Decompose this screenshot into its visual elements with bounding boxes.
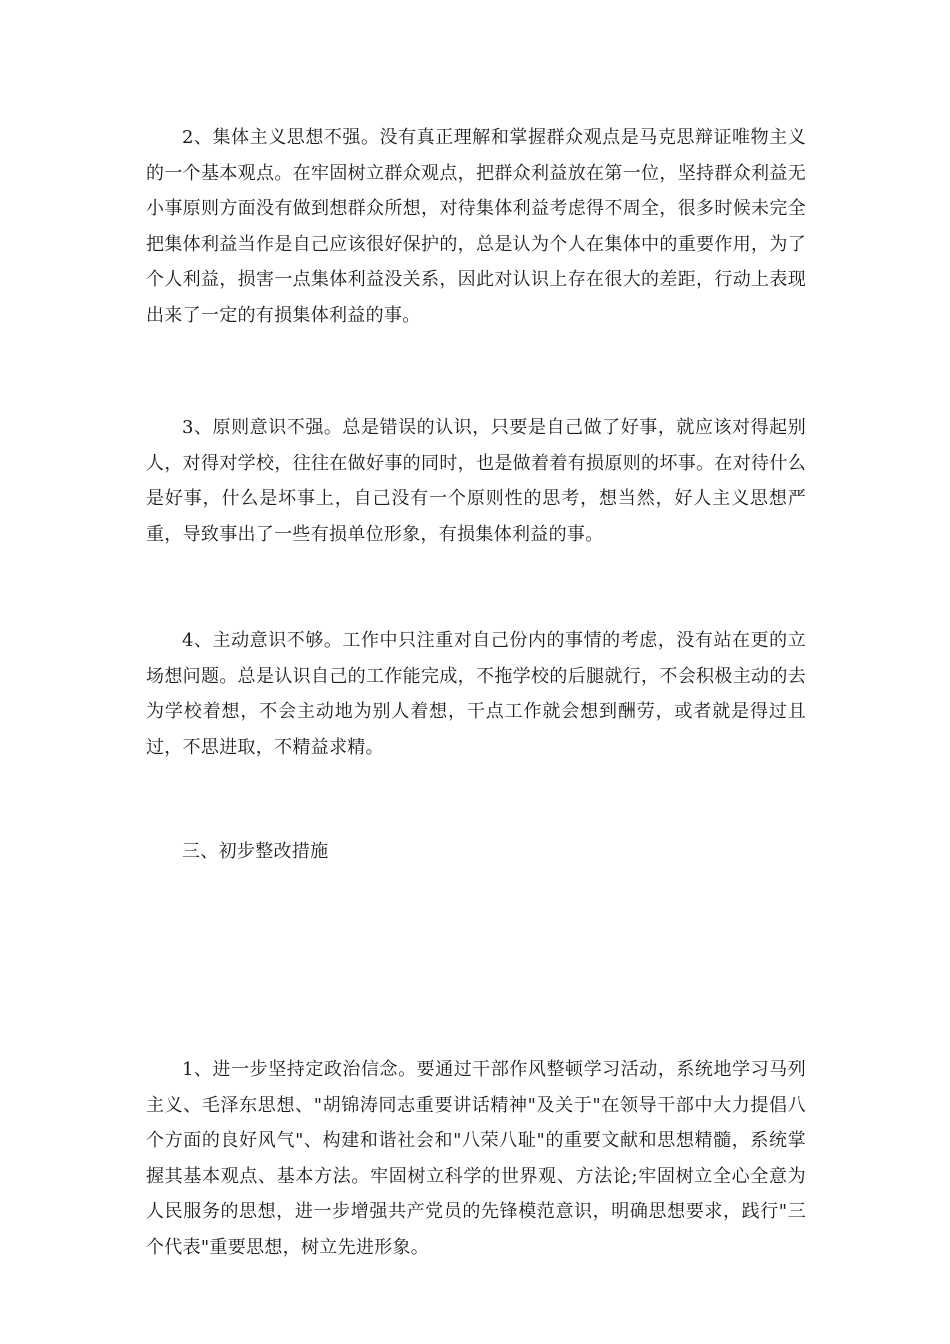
paragraph-measure-political-belief: 1、进一步坚持定政治信念。要通过干部作风整顿学习活动，系统地学习马列主义、毛泽东思想、"胡锦涛同志重要讲话精神"及关于"在领导干部中大力提倡八个方面的良好风气"、构建和谐社会和"八荣八耻"的重要文献和思想精髓，系统掌握其基本观点、基本方法。牢固树立科学的世界观、方法论;牢固树立全心全意为人民服务的思想，进一步增强共产党员的先锋模范意识，明确思想要求，践行"三个代表"重要思想，树立先进形象。 — [146, 1059, 806, 1258]
section-heading: 三、初步整改措施 — [182, 841, 329, 862]
paragraph-initiative-awareness: 4、主动意识不够。工作中只注重对自己份内的事情的考虑，没有站在更的立场想问题。总是认识自己的工作能完成，不拖学校的后腿就行，不会积极主动的去为学校着想，不会主动地为别人着想，干点工作就会想到酬劳，或者就是得过且过，不思进取，不精益求精。 — [146, 630, 806, 758]
paragraph-principle-awareness: 3、原则意识不强。总是错误的认识，只要是自己做了好事，就应该对得起别人，对得对学校，往往在做好事的同时，也是做着着有损原则的坏事。在对待什么是好事，什么是坏事上，自己没有一个原则性的思考，想当然，好人主义思想严重，导致事出了一些有损单位形象，有损集体利益的事。 — [146, 417, 806, 545]
paragraph-collectivism: 2、集体主义思想不强。没有真正理解和掌握群众观点是马克思辩证唯物主义的一个基本观点。在牢固树立群众观点，把群众利益放在第一位，坚持群众利益无小事原则方面没有做到想群众所想，对待集体利益考虑得不周全，很多时候未完全把集体利益当作是自己应该很好保护的，总是认为个人在集体中的重要作用，为了个人利益，损害一点集体利益没关系，因此对认识上存在很大的差距，行动上表现出来了一定的有损集体利益的事。 — [146, 127, 806, 326]
